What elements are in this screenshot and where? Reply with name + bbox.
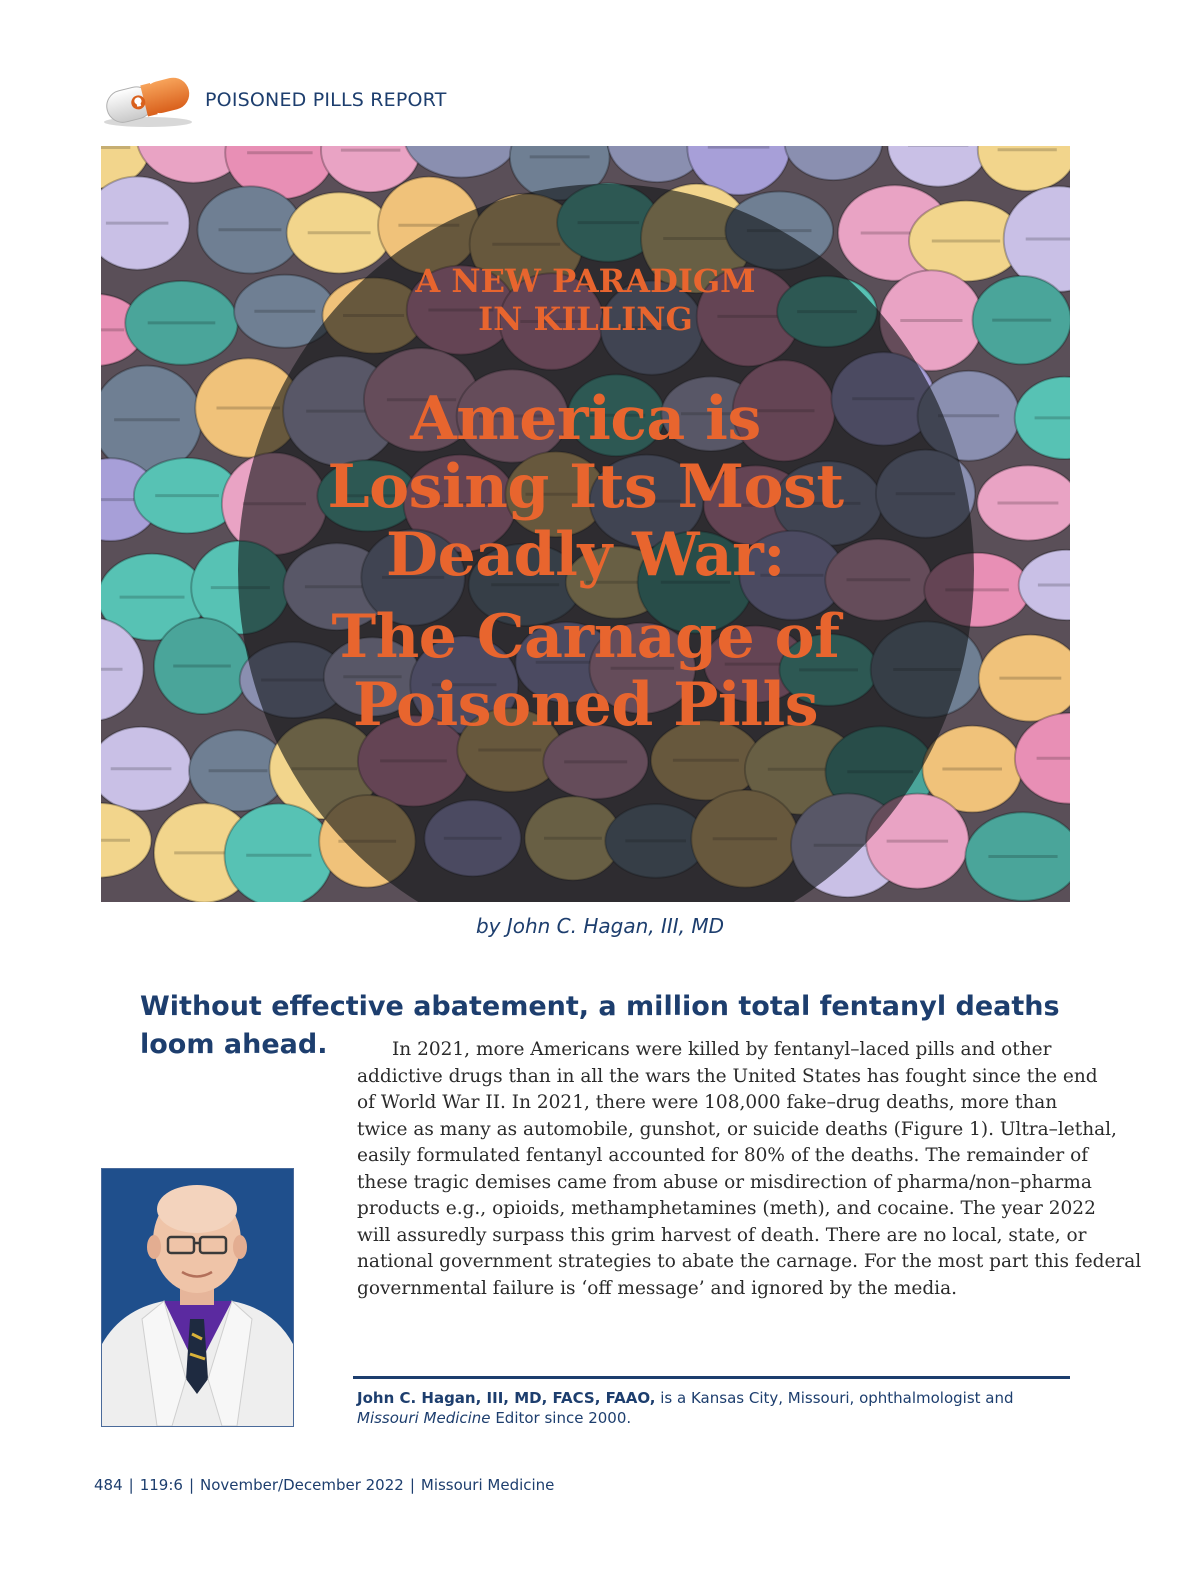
page-footer: 484 | 119:6 | November/December 2022 | Missouri Medicine: [94, 1476, 555, 1494]
body-line: national government strategies to abate the carnage. For the most part this federal: [357, 1251, 1142, 1272]
hero-image: [101, 146, 1070, 902]
body-line: products e.g., opioids, methamphetamines (meth), and cocaine. The year 2022: [357, 1198, 1096, 1219]
byline: by John C. Hagan, III, MD: [475, 914, 725, 938]
hero-kicker-line2: IN KILLING: [478, 300, 693, 338]
article-body: [357, 1037, 1142, 1302]
pill-logo-icon: [98, 70, 198, 130]
author-photo: [101, 1168, 294, 1427]
bio-name: John C. Hagan, III, MD, FACS, FAAO,: [357, 1389, 656, 1407]
author-bio: [357, 1388, 1069, 1428]
journal-name: Missouri Medicine: [420, 1476, 555, 1494]
hero-title-line3: Deadly War:: [386, 520, 785, 590]
hero-kicker-line1: A NEW PARADIGM: [415, 262, 756, 300]
body-line: of World War II. In 2021, there were 108,000 fake–drug deaths, more than: [357, 1092, 1058, 1113]
hero-title-line4: The Carnage of: [331, 602, 840, 672]
body-line: addictive drugs than in all the wars the United States has fought since the end: [357, 1065, 1098, 1087]
hero-title-line2: Losing Its Most: [327, 452, 844, 522]
body-line: these tragic demises came from abuse or misdirection of pharma/non–pharma: [357, 1171, 1092, 1193]
section-label: POISONED PILLS REPORT: [205, 89, 447, 111]
issue-number: 119:6: [139, 1476, 183, 1494]
article-headline: Without effective abatement, a million total fentanyl deaths loom ahead.: [140, 991, 1060, 1060]
body-line: will assuredly surpass this grim harvest of death. There are no local, state, or: [357, 1224, 1087, 1246]
body-line: governmental failure is ‘off message’ and ignored by the media.: [357, 1277, 958, 1299]
body-line: twice as many as automobile, gunshot, or suicide deaths (Figure 1). Ultra–lethal,: [357, 1118, 1117, 1140]
hero-title-line1: America is: [410, 384, 761, 454]
body-line: In 2021, more Americans were killed by fentanyl–laced pills and other: [392, 1039, 1052, 1060]
hero-title-line5: Poisoned Pills: [352, 670, 819, 740]
bio-divider: [353, 1376, 1070, 1379]
body-line: easily formulated fentanyl accounted for 80% of the deaths. The remainder of: [357, 1145, 1089, 1166]
issue-date: November/December 2022: [200, 1476, 404, 1494]
bio-journal: Missouri Medicine: [357, 1409, 491, 1427]
bio-text-end: Editor since 2000.: [490, 1409, 632, 1427]
page-number: 484: [94, 1476, 123, 1494]
bio-text: is a Kansas City, Missouri, ophthalmologist and: [655, 1389, 1014, 1407]
